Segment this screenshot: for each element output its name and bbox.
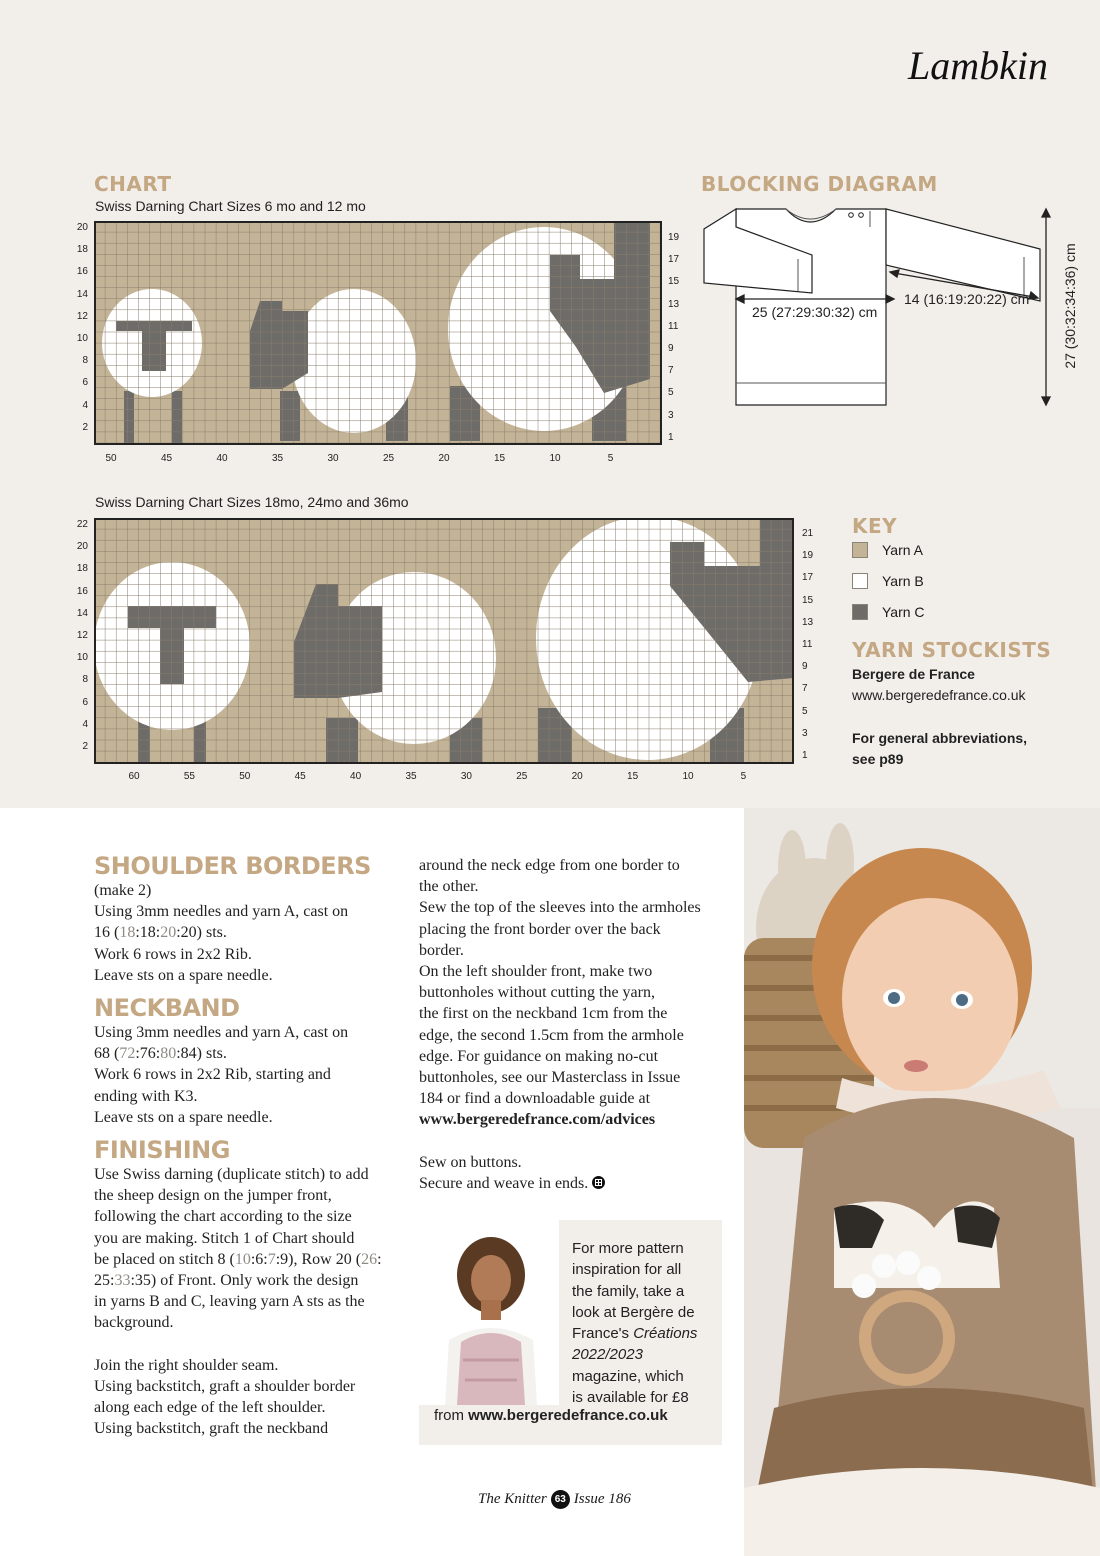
shoulder-line: Using 3mm needles and yarn A, cast on	[94, 903, 349, 921]
axis-tick-label: 30	[327, 453, 339, 464]
axis-tick-label: 4	[82, 718, 88, 730]
finishing-line: 184 or find a downloadable guide at	[419, 1090, 651, 1108]
axis-tick-label: 50	[239, 771, 251, 782]
finishing-line: edge, the second 1.5cm from the armhole	[419, 1026, 684, 1044]
instructions-column-1	[94, 846, 404, 1439]
axis-tick-label: 7	[802, 683, 808, 695]
promo-link-line: from www.bergeredefrance.co.uk	[434, 1407, 668, 1424]
small-chart-title: Swiss Darning Chart Sizes 6 mo and 12 mo	[95, 198, 366, 214]
axis-tick-label: 30	[460, 771, 472, 782]
key-heading: KEY	[852, 514, 898, 538]
axis-tick-label: 13	[668, 298, 680, 310]
axis-tick-label: 10	[76, 652, 88, 664]
axis-tick-label: 11	[668, 320, 679, 332]
axis-tick-label: 45	[294, 771, 306, 782]
axis-tick-label: 25	[516, 771, 528, 782]
promo-line: is available for £8	[572, 1389, 689, 1407]
page-number: 63	[551, 1490, 570, 1509]
large-chart-grid	[94, 518, 794, 764]
jumper-length-measurement: 27 (30:32:34:36) cm	[1062, 243, 1078, 369]
yarn-b-label: Yarn B	[882, 573, 924, 589]
sleeve-length-measurement: 14 (16:19:20:22) cm	[904, 291, 1030, 307]
neckband-line: Leave sts on a spare needle.	[94, 1108, 273, 1126]
finishing-line: buttonholes, see our Masterclass in Issue	[419, 1069, 681, 1087]
axis-tick-label: 6	[82, 696, 88, 708]
chart-heading: CHART	[94, 172, 172, 196]
axis-tick-label: 20	[438, 453, 450, 464]
baby-photo-illustration	[744, 808, 1100, 1556]
axis-tick-label: 2	[82, 741, 88, 752]
finishing-line: along each edge of the left shoulder.	[94, 1399, 326, 1417]
finishing-placement-cont: 25:33:35) of Front. Only work the design	[94, 1272, 359, 1290]
finishing-line: Sew the top of the sleeves into the armholes	[419, 899, 701, 917]
small-chart	[94, 221, 662, 445]
promo-box	[419, 1220, 722, 1445]
axis-tick-label: 7	[668, 365, 674, 377]
axis-tick-label: 25	[382, 453, 395, 464]
axis-tick-label: 18	[76, 563, 88, 575]
axis-tick-label: 13	[802, 616, 814, 628]
axis-tick-label: 14	[76, 288, 88, 300]
axis-tick-label: 15	[802, 594, 814, 606]
sheep-head	[250, 301, 308, 389]
axis-tick-label: 6	[82, 377, 88, 389]
finishing-line: edge. For guidance on making no-cut	[419, 1047, 659, 1065]
axis-tick-label: 8	[82, 355, 88, 367]
neckband-stitch-counts: 68 (72:76:80:84) sts.	[94, 1045, 227, 1063]
baby-photo	[744, 808, 1100, 1556]
page-footer	[478, 1490, 631, 1509]
neckband-line: ending with K3.	[94, 1087, 198, 1105]
axis-tick-label: 50	[105, 453, 117, 464]
axis-tick-label: 8	[82, 674, 88, 686]
neckband-heading: NECKBAND	[94, 994, 240, 1023]
shoulder-make: (make 2)	[94, 882, 152, 899]
axis-tick-label: 20	[76, 541, 88, 553]
axis-tick-label: 19	[668, 232, 680, 243]
axis-tick-label: 15	[627, 771, 639, 782]
axis-tick-label: 3	[802, 727, 808, 739]
finishing-line: the other.	[419, 878, 479, 896]
axis-tick-label: 5	[607, 453, 614, 464]
axis-tick-label: 9	[668, 343, 674, 354]
body-width-measurement: 25 (27:29:30:32) cm	[752, 304, 878, 320]
yarn-a-swatch	[852, 542, 868, 558]
shoulder-borders-heading: SHOULDER BORDERS	[94, 852, 371, 880]
pattern-title: Lambkin	[908, 43, 1048, 88]
axis-tick-label: 40	[350, 771, 362, 782]
key-yarn-b	[852, 573, 924, 589]
issue-number: Issue 186	[573, 1491, 631, 1507]
finishing-line: around the neck edge from one border to	[419, 857, 680, 874]
advices-link[interactable]: www.bergeredefrance.com/advices	[419, 1111, 656, 1129]
axis-tick-label: 17	[802, 572, 814, 584]
finishing-heading: FINISHING	[94, 1136, 230, 1165]
axis-tick-label: 9	[802, 661, 808, 673]
axis-tick-label: 15	[493, 453, 506, 464]
stockist-url[interactable]: www.bergeredefrance.co.uk	[852, 687, 1026, 703]
axis-tick-label: 4	[82, 399, 88, 411]
yarn-c-label: Yarn C	[882, 604, 925, 620]
end-mark-icon	[592, 1176, 605, 1189]
axis-tick-label: 12	[76, 310, 88, 322]
large-chart	[94, 518, 794, 764]
model-photo	[419, 1220, 559, 1405]
stockists-heading: YARN STOCKISTS	[852, 638, 1052, 662]
promo-line: 2022/2023	[572, 1346, 643, 1364]
finishing-line-end: Secure and weave in ends.	[419, 1173, 729, 1194]
axis-tick-label: 14	[76, 607, 88, 619]
promo-text	[572, 1238, 714, 1408]
axis-tick-label: 20	[571, 771, 583, 782]
promo-line: the family, take a	[572, 1282, 685, 1300]
finishing-line: following the chart according to the size	[94, 1208, 352, 1226]
shoulder-line: Work 6 rows in 2x2 Rib.	[94, 945, 252, 963]
abbreviations-page: see p89	[852, 751, 904, 767]
instructions-column-2	[419, 855, 729, 1194]
axis-tick-label: 40	[216, 453, 228, 464]
axis-tick-label: 45	[160, 453, 173, 464]
shoulder-stitch-counts: 16 (18:18:20:20) sts.	[94, 924, 227, 942]
large-chart-title: Swiss Darning Chart Sizes 18mo, 24mo and 36mo	[95, 494, 409, 510]
key-yarn-c	[852, 604, 925, 620]
axis-tick-label: 55	[183, 771, 195, 782]
axis-tick-label: 2	[82, 421, 88, 433]
axis-tick-label: 18	[76, 244, 88, 256]
axis-tick-label: 10	[549, 453, 561, 464]
axis-tick-label: 1	[802, 750, 808, 761]
stockist-name: Bergere de France	[852, 666, 975, 682]
axis-tick-label: 35	[405, 771, 417, 782]
neckband-line: Using 3mm needles and yarn A, cast on	[94, 1024, 349, 1042]
finishing-line: Using backstitch, graft a shoulder border	[94, 1377, 356, 1395]
axis-tick-label: 21	[802, 528, 814, 539]
axis-tick-label: 22	[76, 519, 88, 530]
axis-tick-label: 35	[271, 453, 284, 464]
finishing-placement: be placed on stitch 8 (10:6:7:9), Row 20 (26:	[94, 1250, 382, 1268]
magazine-name: The Knitter	[478, 1491, 547, 1507]
finishing-line: border.	[419, 941, 464, 959]
finishing-line: the first on the neckband 1cm from the	[419, 1005, 668, 1023]
axis-tick-label: 10	[76, 333, 88, 344]
finishing-line: you are making. Stitch 1 of Chart should	[94, 1229, 355, 1247]
promo-link[interactable]: www.bergeredefrance.co.uk	[468, 1407, 668, 1424]
finishing-line: buttonholes without cutting the yarn,	[419, 984, 655, 1002]
finishing-line: Use Swiss darning (duplicate stitch) to add	[94, 1166, 369, 1184]
axis-tick-label: 5	[802, 705, 808, 717]
promo-line: inspiration for all	[572, 1261, 682, 1279]
promo-line: look at Bergère de	[572, 1303, 695, 1321]
finishing-line: Using backstitch, graft the neckband	[94, 1420, 329, 1438]
axis-tick-label: 10	[682, 771, 694, 782]
axis-tick-label: 60	[128, 771, 140, 782]
yarn-b-swatch	[852, 573, 868, 589]
axis-tick-label: 17	[668, 254, 680, 266]
finishing-line: placing the front border over the back	[419, 920, 661, 938]
neckband-line: Work 6 rows in 2x2 Rib, starting and	[94, 1066, 331, 1084]
axis-tick-label: 1	[668, 431, 674, 443]
yarn-c-swatch	[852, 604, 868, 620]
blocking-heading: BLOCKING DIAGRAM	[701, 172, 938, 196]
abbreviations-note: For general abbreviations,	[852, 730, 1028, 746]
key-yarn-a	[852, 542, 923, 558]
finishing-line: in yarns B and C, leaving yarn A sts as the	[94, 1293, 365, 1311]
axis-tick-label: 11	[802, 639, 813, 650]
finishing-line: Join the right shoulder seam.	[94, 1356, 279, 1374]
axis-tick-label: 19	[802, 550, 814, 562]
promo-line: magazine, which	[572, 1367, 684, 1385]
small-chart-grid	[94, 221, 662, 445]
finishing-line: Sew on buttons.	[419, 1153, 522, 1171]
promo-line: For more pattern	[572, 1240, 684, 1257]
axis-tick-label: 5	[668, 387, 674, 399]
axis-tick-label: 3	[668, 409, 674, 421]
yarn-a-label: Yarn A	[882, 542, 923, 558]
sheep-body	[292, 289, 416, 433]
axis-tick-label: 20	[76, 222, 88, 233]
finishing-line: On the left shoulder front, make two	[419, 963, 653, 981]
axis-tick-label: 16	[76, 266, 88, 278]
promo-line: France's Créations	[572, 1325, 698, 1343]
axis-tick-label: 12	[76, 630, 88, 641]
shoulder-line: Leave sts on a spare needle.	[94, 966, 273, 984]
finishing-line: the sheep design on the jumper front,	[94, 1187, 332, 1205]
axis-tick-label: 5	[740, 771, 747, 782]
finishing-line: background.	[94, 1314, 174, 1332]
axis-tick-label: 16	[76, 585, 88, 597]
axis-tick-label: 15	[668, 276, 680, 288]
